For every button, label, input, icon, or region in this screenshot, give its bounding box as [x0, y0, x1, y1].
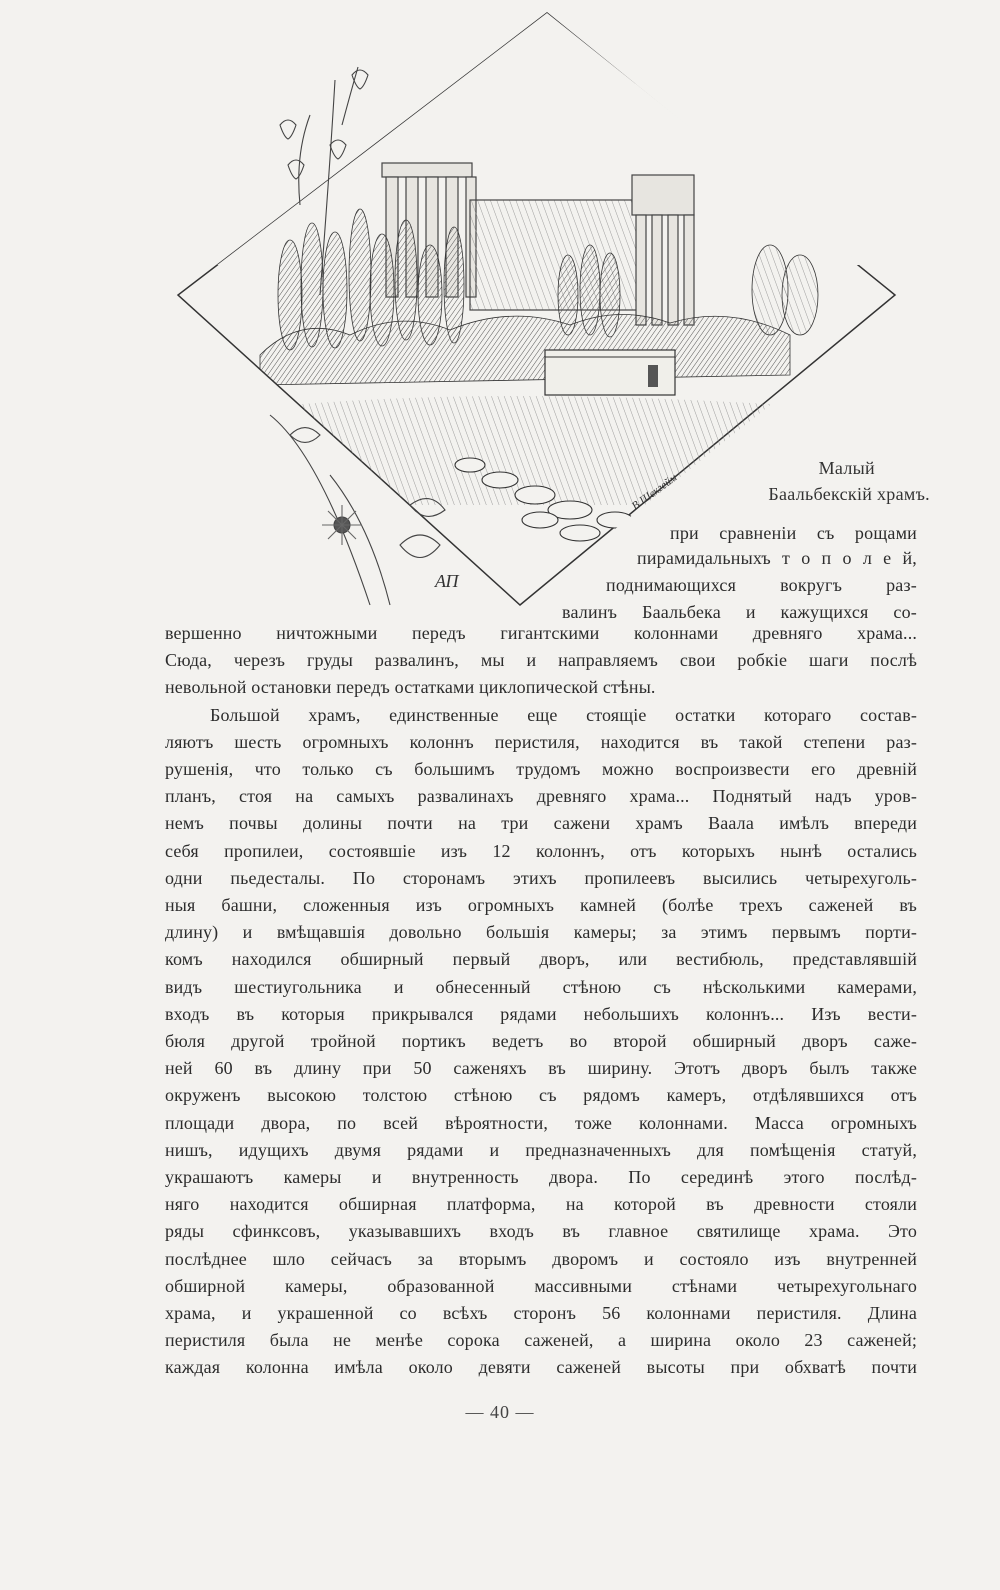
body-line: площади двора, по всей вѣроятности, тоже колоннами. Масса огромныхъ	[165, 1112, 917, 1133]
body-line: бюля другой тройной портикъ ведетъ во второй обширный дворъ саже-	[165, 1031, 917, 1052]
body-line: невольной остановки передъ остатками циклопической стѣны.	[165, 677, 656, 698]
body-line: ныя башни, сложенныя изъ огромныхъ камней (болѣе трехъ саженей въ	[165, 895, 917, 916]
illustration-caption	[640, 455, 930, 507]
wrap-line-2: пирамидальныхъ т о п о л е й,	[637, 548, 917, 568]
body-line: длину) и вмѣщавшія довольно большія камеры; за этимъ первымъ порти-	[165, 922, 917, 943]
artist-signature: В.Шекгейм	[629, 471, 680, 513]
body-line: комъ находился обширный первый дворъ, или вестибюль, представлявшій	[165, 949, 917, 970]
wrap-line-3: поднимающихся вокругъ раз-	[606, 575, 917, 595]
body-line: украшаютъ камеры и внутренность двора. По серединѣ этого послѣд-	[165, 1167, 917, 1188]
caption-line-2: Баальбекскій храмъ.	[768, 484, 930, 504]
body-line: окруженъ высокою толстою стѣною съ рядомъ камеръ, отдѣлявшихся отъ	[165, 1085, 917, 1106]
body-line: входъ въ которыя прикрывался рядами небольшихъ колоннъ... Изъ вести-	[165, 1003, 917, 1024]
body-line: ней 60 въ длину при 50 саженяхъ въ ширину. Этотъ дворъ былъ также	[165, 1058, 917, 1079]
page-number: — 40 —	[465, 1402, 535, 1422]
body-line: послѣднее шло сейчасъ за вторымъ дворомъ и состояло изъ внутренней	[165, 1248, 917, 1269]
body-line: ляютъ шесть огромныхъ колоннъ перистиля, находится въ такой степени раз-	[165, 731, 917, 752]
body-line: видъ шестиугольника и обнесенный стѣною съ нѣсколькими камерами,	[165, 976, 917, 997]
stone-house	[545, 350, 675, 395]
body-line: каждая колонна имѣла около девяти саженей высоты при обхватѣ почти	[165, 1357, 917, 1378]
body-line: перистиля была не менѣе сорока саженей, а ширина около 23 саженей;	[165, 1330, 917, 1351]
body-line: обширной камеры, образованной массивными стѣнами четырехугольнаго	[165, 1275, 917, 1296]
body-line: себя пропилеи, состоявшіе изъ 12 колоннъ, отъ которыхъ нынѣ остались	[165, 840, 917, 861]
body-line: Сюда, черезъ груды развалинъ, мы и направляемъ свои робкіе шаги послѣ	[165, 650, 917, 671]
artist-monogram: АП	[435, 571, 459, 591]
body-text	[165, 620, 917, 1382]
caption-line-1: Малый	[818, 458, 875, 478]
body-line: Большой храмъ, единственные еще стоящіе остатки котораго состав-	[210, 704, 917, 725]
body-line: храма, и украшенной со всѣхъ сторонъ 56 колоннами перистиля. Длина	[165, 1303, 917, 1324]
body-line: немъ почвы долины почти на три сажени храмъ Ваала имѣлъ впереди	[165, 813, 917, 834]
body-line: ряды сфинксовъ, указывавшихъ входъ въ главное святилище храма. Это	[165, 1221, 917, 1242]
wrap-line-1: при сравненіи съ рощами	[670, 523, 917, 543]
body-line: нишъ, идущихъ двумя рядами и предназначенныхъ для помѣщенія статуй,	[165, 1139, 917, 1160]
body-line: вершенно ничтожными передъ гигантскими колоннами древняго храма...	[165, 623, 917, 643]
body-line: няго находится обширная платформа, на которой въ древности стояли	[165, 1194, 917, 1215]
body-line: планъ, стоя на самыхъ развалинахъ древняго храма... Поднятый надъ уров-	[165, 786, 917, 807]
wrap-line-4: валинъ Баальбека и кажущихся со-	[562, 602, 917, 622]
body-line: одни пьедесталы. По сторонамъ этихъ пропилеевъ высились четырехуголь-	[165, 867, 917, 888]
body-line: рушенія, что только съ большимъ трудомъ можно воспроизвести его древній	[165, 759, 917, 780]
